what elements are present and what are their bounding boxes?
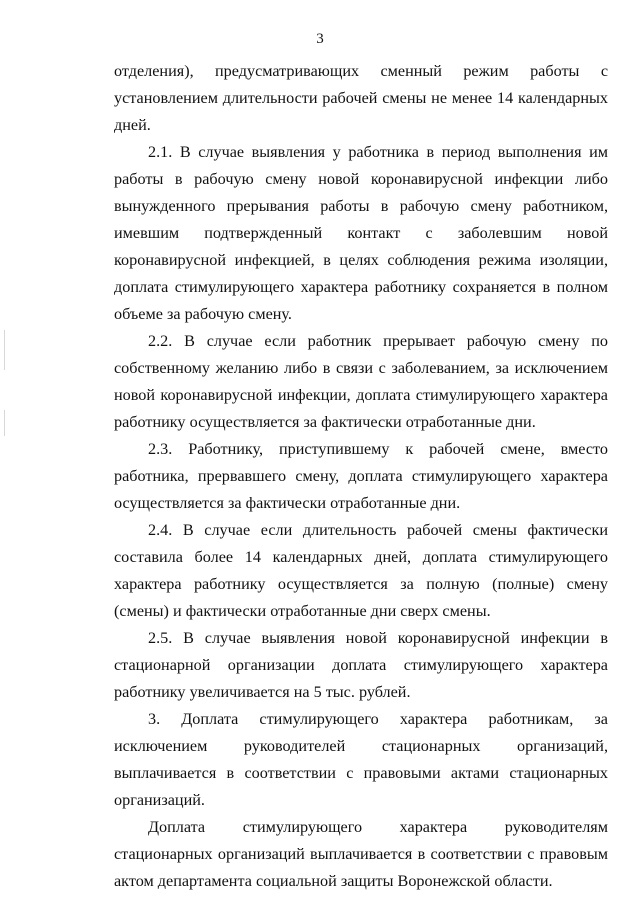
- paragraph-2-3: 2.3. Работнику, приступившему к рабочей смене, вместо работника, прервавшего смену, доплата стимулирующего характера осуществляется за фактически отработанные дни.: [114, 440, 608, 512]
- scan-edge-mark: [4, 410, 5, 436]
- document-body: [114, 58, 608, 895]
- paragraph-3: 3. Доплата стимулирующего характера работникам, за исключением руководителей стационарных организаций, выплачивается в соответствии с правовыми актами стационарных организаций.: [114, 710, 608, 809]
- scan-edge-mark: [4, 330, 5, 370]
- paragraph-2-1: 2.1. В случае выявления у работника в период выполнения им работы в рабочую смену новой коронавирусной инфекции либо вынужденного прерывания работы в рабочую смену работником, имевшим подтвержденный контакт с заболевшим новой коронавирусной инфекцией, в целях соблюдения режима изоляции, доплата стимулирующего характера работнику сохраняется в полном объеме за рабочую смену.: [114, 143, 608, 323]
- paragraph-continuation: отделения), предусматривающих сменный режим работы с установлением длительности рабочей смены не менее 14 календарных дней.: [114, 62, 608, 134]
- page-number: 3: [316, 31, 324, 47]
- paragraph-2-5: 2.5. В случае выявления новой коронавирусной инфекции в стационарной организации доплата стимулирующего характера работнику увеличивается на 5 тыс. рублей.: [114, 629, 608, 701]
- paragraph-2-4: 2.4. В случае если длительность рабочей смены фактически составила более 14 календарных дней, доплата стимулирующего характера работнику осуществляется за полную (полные) смену (смены) и фактически отработанные дни сверх смены.: [114, 521, 608, 620]
- paragraph-3-managers: Доплата стимулирующего характера руководителям стационарных организаций выплачивается в соответствии с правовым актом департамента социальной защиты Воронежской области.: [114, 818, 608, 890]
- paragraph-2-2: 2.2. В случае если работник прерывает рабочую смену по собственному желанию либо в связи с заболеванием, за исключением новой коронавирусной инфекции, доплата стимулирующего характера работнику осуществляется за фактически отработанные дни.: [114, 332, 608, 431]
